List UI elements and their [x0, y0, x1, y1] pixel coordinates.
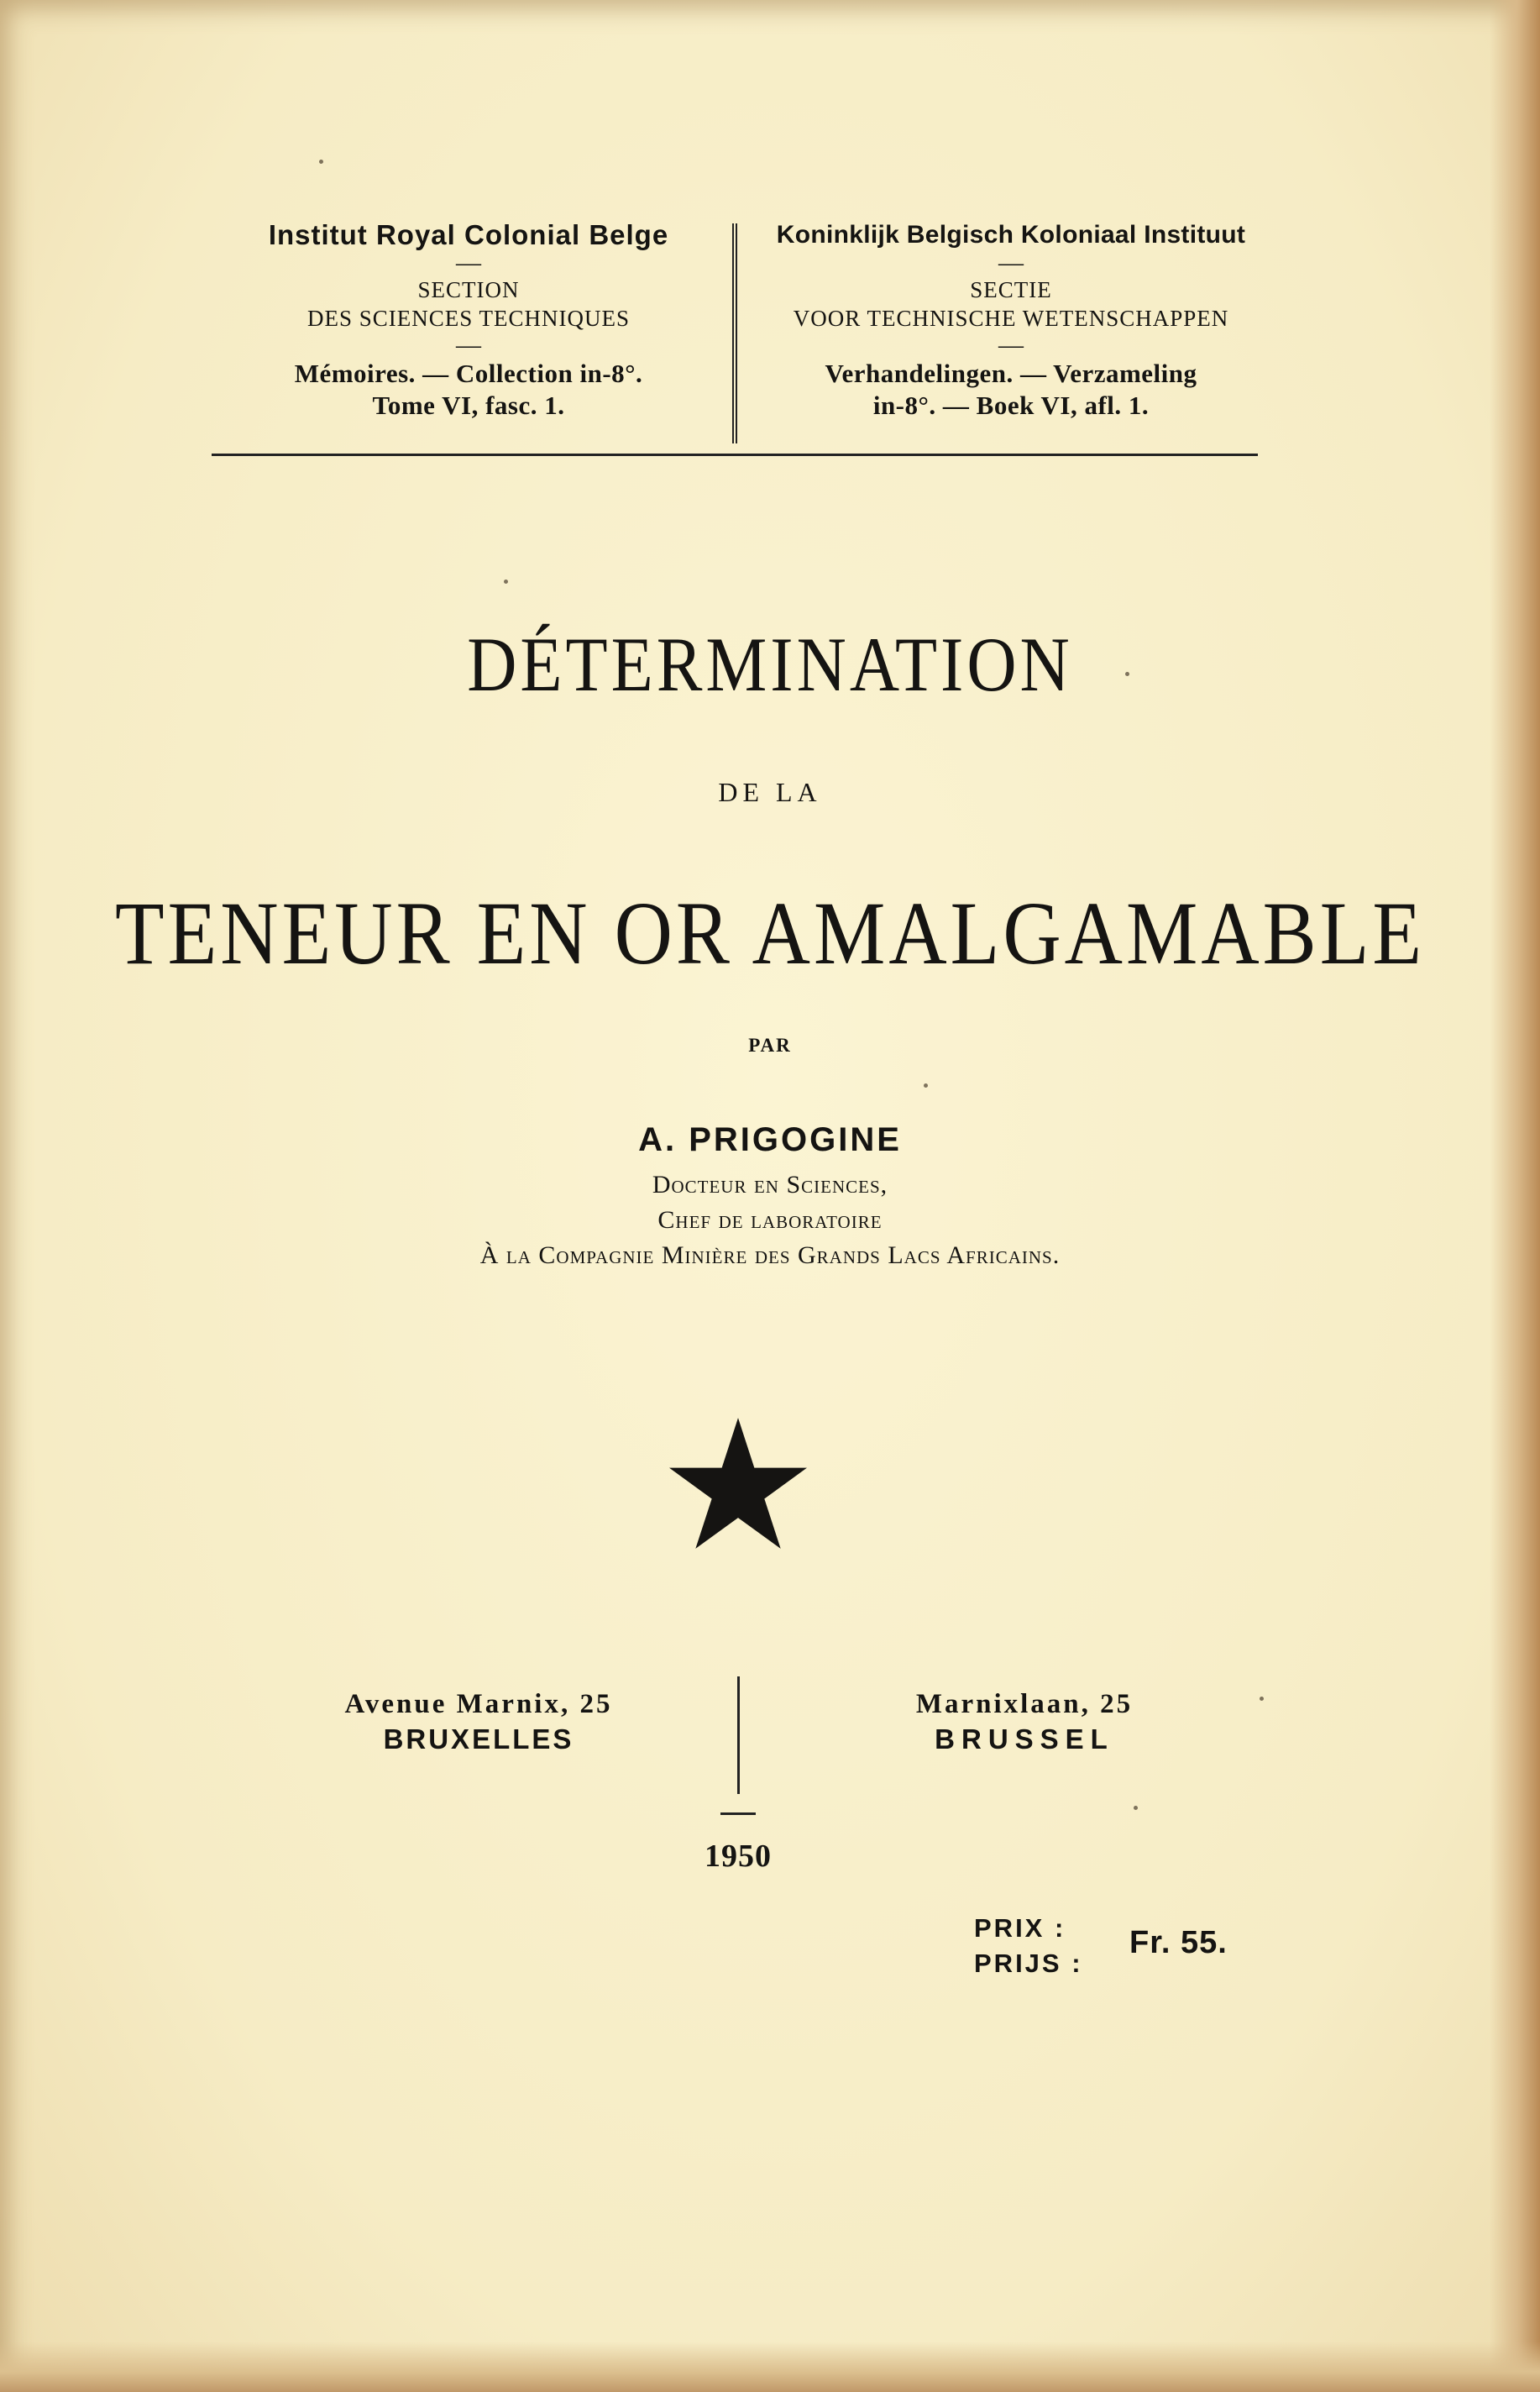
section-name-fr: DES SCIENCES TECHNIQUES: [306, 306, 631, 331]
address-city-fr: BRUXELLES: [383, 1723, 574, 1755]
title-line-2: TENEUR EN OR AMALGAMABLE: [115, 882, 1425, 984]
paper-speck: [924, 1083, 928, 1088]
address-street-fr: Avenue Marnix, 25: [344, 1689, 613, 1719]
header-column-divider: [732, 223, 737, 443]
price-label-nl: PRIJS :: [974, 1949, 1083, 1978]
title-connector: DE LA: [718, 777, 822, 807]
institute-name-fr: Institut Royal Colonial Belge: [268, 219, 669, 250]
header-dash: —: [456, 331, 481, 359]
section-name-nl: VOOR TECHNISCHE WETENSCHAPPEN: [793, 306, 1229, 331]
author-affiliation-3: À la Compagnie Minière des Grands Lacs Africains.: [479, 1241, 1061, 1269]
price-label-fr: PRIX :: [974, 1913, 1066, 1943]
byline-par: PAR: [748, 1035, 792, 1056]
header-right-column: [750, 220, 1272, 422]
address-street-nl: Marnixlaan, 25: [915, 1689, 1134, 1719]
price-amount: Fr. 55.: [1129, 1925, 1228, 1960]
header-rule: [212, 454, 1258, 456]
section-label-fr: SECTION: [417, 277, 520, 302]
paper-edge-bottom: [0, 2342, 1540, 2392]
volume-line-fr: Tome VI, fasc. 1.: [372, 391, 565, 420]
paper-speck: [504, 580, 508, 584]
header-dash: —: [456, 249, 481, 276]
section-label-nl: SECTIE: [970, 277, 1052, 302]
star-icon: [669, 1418, 807, 1549]
author-affiliation-1: Docteur en Sciences,: [652, 1171, 888, 1199]
address-right: [840, 1686, 1209, 1757]
address-divider: [737, 1676, 740, 1794]
header-dash: —: [998, 249, 1024, 276]
institute-name-nl: Koninklijk Belgisch Koloniaal Instituut: [776, 221, 1246, 249]
paper-speck: [1125, 672, 1129, 676]
address-city-nl: BRUSSEL: [935, 1723, 1114, 1755]
paper-speck: [1260, 1697, 1264, 1701]
volume-line-nl: in-8°. — Boek VI, afl. 1.: [872, 391, 1150, 420]
address-left: [277, 1686, 680, 1757]
author-affiliation-2: Chef de laboratoire: [657, 1206, 883, 1234]
paper-speck: [319, 160, 323, 164]
price-labels: [974, 1911, 1083, 1981]
header-dash: —: [998, 331, 1024, 359]
publication-year: 1950: [705, 1839, 772, 1874]
header-left-column: [217, 220, 720, 422]
year-dash: [720, 1812, 756, 1815]
title-line-1: DÉTERMINATION: [467, 622, 1073, 708]
paper-speck: [1134, 1806, 1138, 1810]
collection-line-nl: Verhandelingen. — Verzameling: [825, 359, 1197, 388]
author-name: A. PRIGOGINE: [638, 1121, 902, 1158]
collection-line-fr: Mémoires. — Collection in-8°.: [294, 359, 643, 388]
